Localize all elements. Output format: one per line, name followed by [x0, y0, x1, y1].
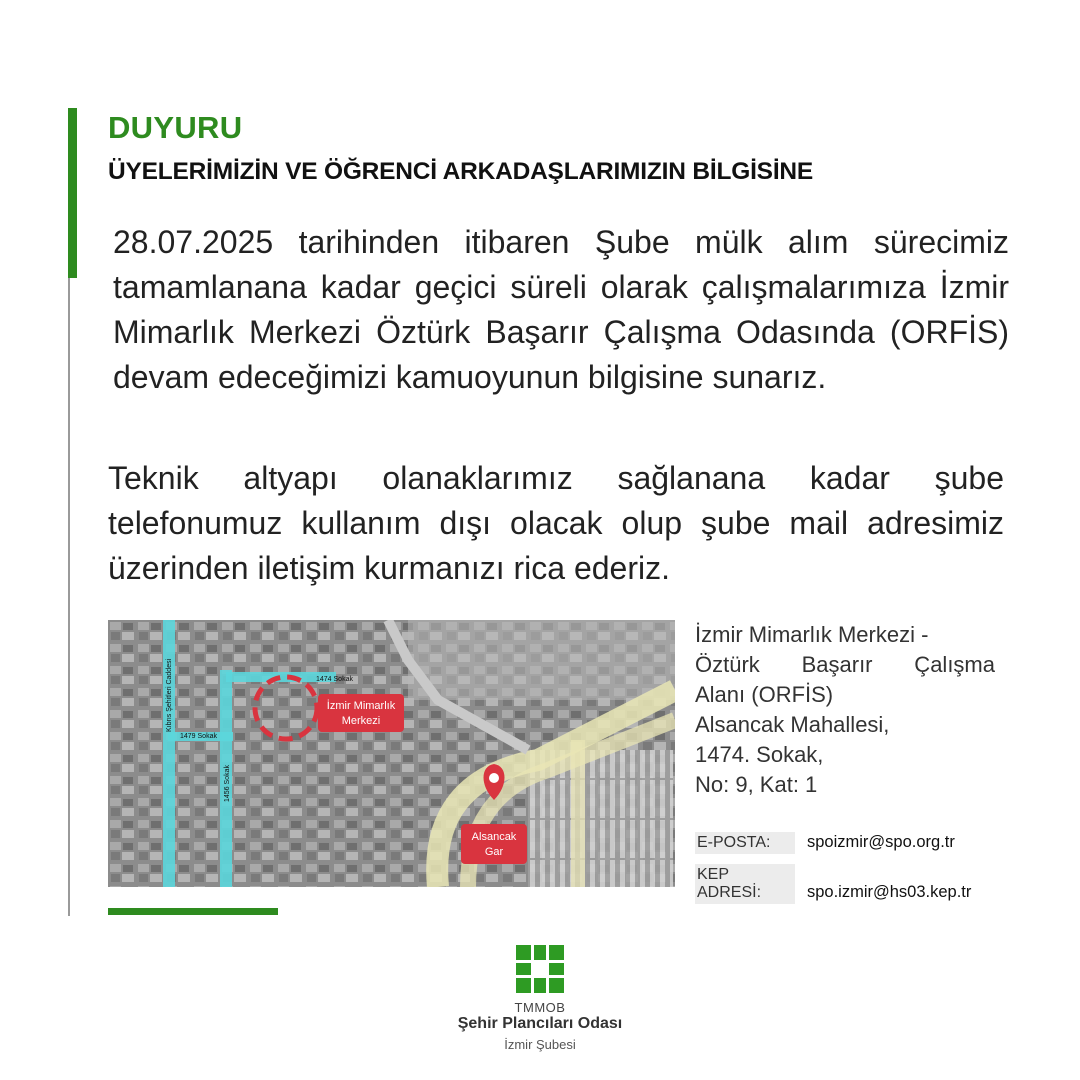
address-line-1: İzmir Mimarlık Merkezi -: [695, 622, 929, 647]
org-line-1: TMMOB: [514, 1000, 566, 1015]
org-line-2: Şehir Plancıları Odası: [457, 1015, 623, 1032]
org-line-3: İzmir Şubesi: [504, 1037, 576, 1052]
location-map: [108, 620, 675, 887]
accent-underline: [108, 908, 278, 915]
announcement-subtitle: ÜYELERİMİZİN VE ÖĞRENCİ ARKADAŞLARIMIZIN BİLGİSİNE: [108, 158, 814, 185]
email-link[interactable]: spoizmir@spo.org.tr: [807, 833, 955, 851]
marker-label-1-line1: İzmir Mimarlık: [326, 700, 396, 712]
marker-label-2-line1: Alsancak: [471, 831, 517, 843]
address-line-5: 1474. Sokak,: [695, 742, 824, 767]
marker-label-2: [461, 824, 527, 864]
kep-link[interactable]: spo.izmir@hs03.kep.tr: [807, 883, 972, 901]
kep-label: KEP ADRESİ:: [695, 864, 795, 904]
address-line-4: Alsancak Mahallesi,: [695, 712, 890, 737]
announcement-paragraph-1: 28.07.2025 tarihinden itibaren Şube mülk alım sürecimiz tamamlanana kadar geçici süreli olarak çalışmalarımıza İzmir Mimarlık Merkezi Öztürk Başarır Çalışma Odasında (ORFİS) devam edeceğimizi kamuoyunun bilgisine sunarız.: [113, 224, 1009, 395]
street-label-1456: 1456 Sokak: [224, 765, 231, 802]
accent-bar: [68, 108, 77, 278]
announcement-paragraph-2: Teknik altyapı olanaklarımız sağlanana kadar şube telefonumuz kullanım dışı olacak olup şube mail adresimiz üzerinden iletişim kurmanızı rica ederiz.: [108, 460, 1004, 586]
address-line-2: Öztürk Başarır Çalışma: [695, 652, 995, 677]
email-row: [695, 832, 955, 854]
street-label-1474: 1474 Sokak: [316, 676, 353, 683]
street-label-kibris: Kıbrıs Şehitleri Caddesi: [166, 658, 173, 732]
email-label: E-POSTA:: [695, 832, 795, 854]
address-line-6: No: 9, Kat: 1: [695, 772, 818, 797]
marker-label-1-line2: Merkezi: [341, 715, 381, 727]
spo-logo-icon: [516, 945, 564, 993]
announcement-title: DUYURU: [108, 110, 243, 145]
kep-row: [695, 864, 971, 904]
address-block: [695, 620, 995, 800]
street-label-1479: 1479 Sokak: [180, 733, 217, 740]
address-line-3: Alanı (ORFİS): [695, 682, 834, 707]
marker-label-2-line2: Gar: [484, 846, 504, 858]
divider-line: [68, 278, 70, 916]
